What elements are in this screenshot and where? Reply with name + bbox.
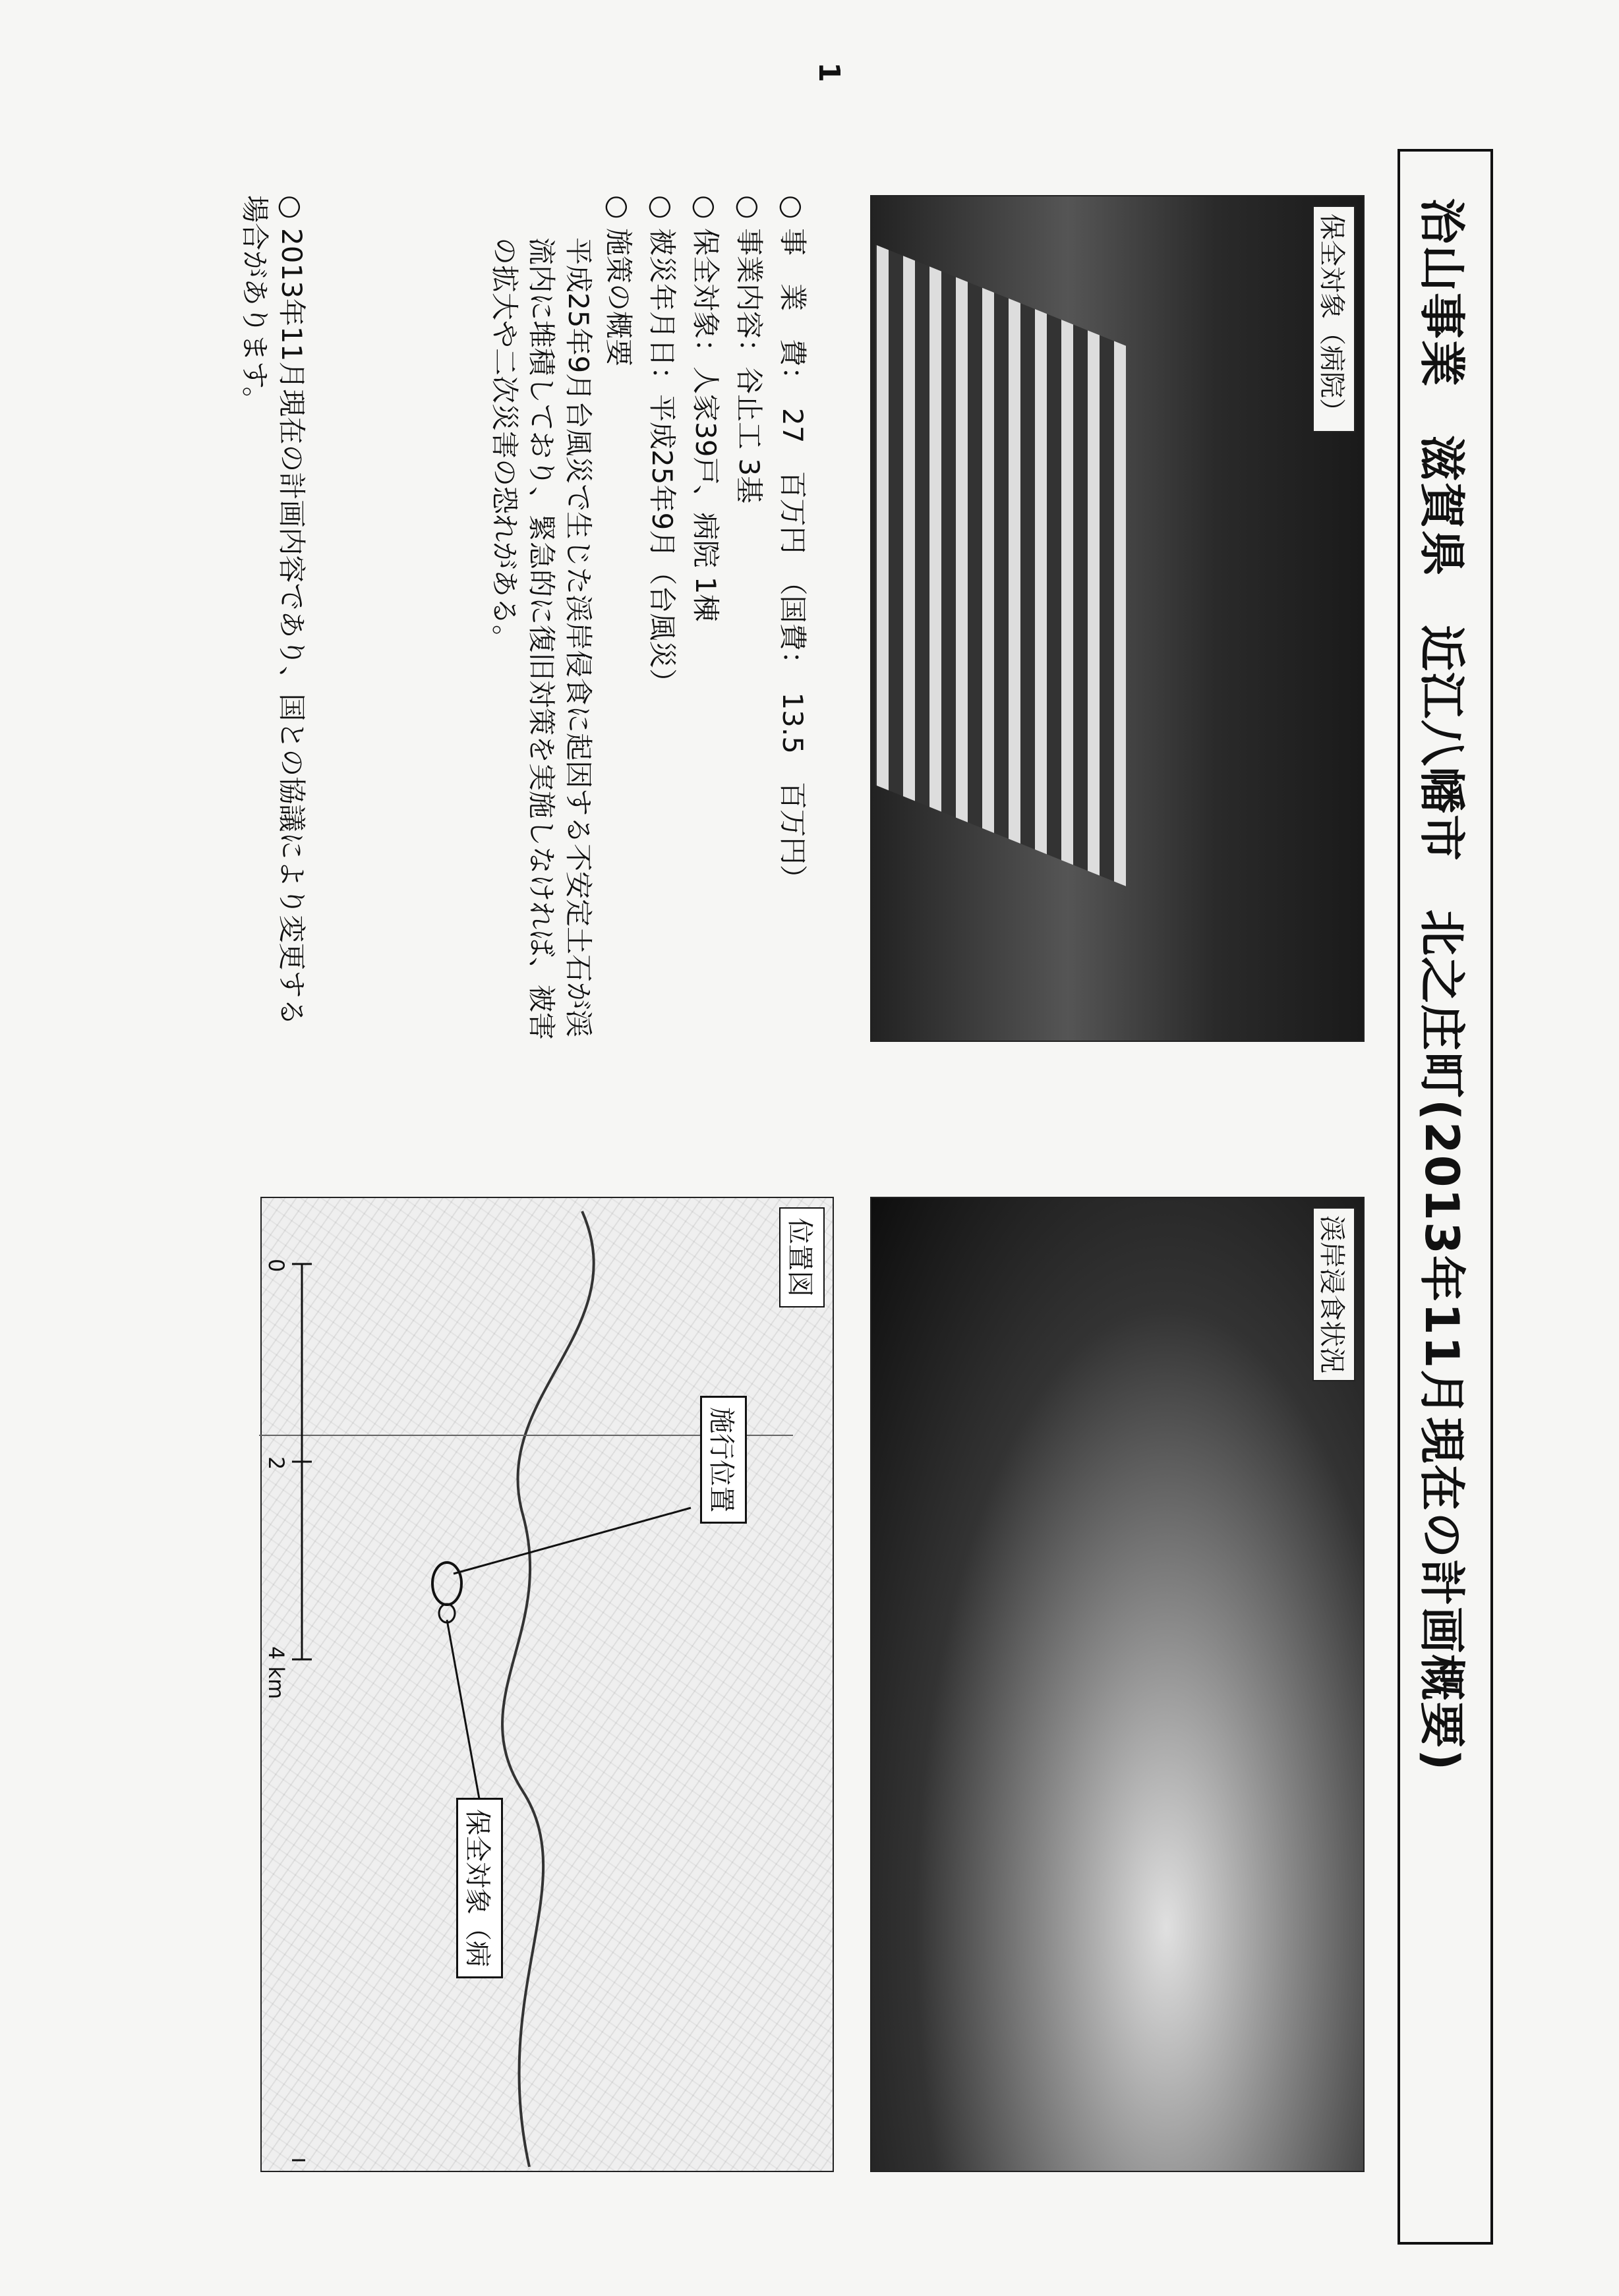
scale-two: 2 xyxy=(264,1456,289,1470)
scale-four: 4 km xyxy=(264,1646,289,1700)
erosion-photo-label: 渓岸浸食状況 xyxy=(1312,1207,1355,1381)
info-summary-heading: ○ 施策の概要 xyxy=(603,195,635,366)
map-target-label: 保全対象（病 xyxy=(456,1798,503,1978)
hospital-photo-label: 保全対象（病院） xyxy=(1312,206,1355,432)
title-bar xyxy=(1398,149,1493,2245)
info-date: ○ 被災年月日：平成25年9月（台風災） xyxy=(646,195,678,697)
info-cost: ○ 事 業 費： 27 百万円 （国費： 13.5 百万円） xyxy=(777,195,809,892)
site-circle xyxy=(432,1563,461,1605)
location-map xyxy=(260,1197,834,2172)
map-lines xyxy=(259,1198,833,2173)
page-number: 1 xyxy=(811,62,846,82)
map-site-label: 施行位置 xyxy=(700,1396,747,1524)
map-title: 位置図 xyxy=(779,1207,825,1307)
page-title: 治山事業 滋賀県 近江八幡市 北之庄町(2013年11月現在の計画概要) xyxy=(1415,198,1469,1772)
site-leader-line xyxy=(454,1508,691,1574)
map-boundary-line xyxy=(502,1211,594,2167)
info-target: ○ 保全対象：人家39戸、病院 1棟 xyxy=(690,195,722,622)
project-info xyxy=(486,195,814,1052)
info-summary-text: 平成25年9月台風災で生じた渓岸侵食に起因する不安定土石が渓流内に堆積しており、緊急的に復旧対策を実施しなければ、被害の拡大や二次災害の恐れがある。 xyxy=(488,237,595,1041)
hospital-photo xyxy=(870,195,1365,1042)
scale-zero: 0 xyxy=(264,1259,289,1273)
plan-note: ○ 2013年11月現在の計画内容であり、国との協議により変更する場合があります。 xyxy=(239,195,308,1026)
info-content: ○ 事業内容：谷止工 3基 xyxy=(733,195,765,504)
target-circle xyxy=(439,1604,455,1622)
rotated-sheet xyxy=(30,149,1493,2245)
erosion-photo xyxy=(870,1197,1365,2172)
hospital-building-image xyxy=(875,244,1126,886)
